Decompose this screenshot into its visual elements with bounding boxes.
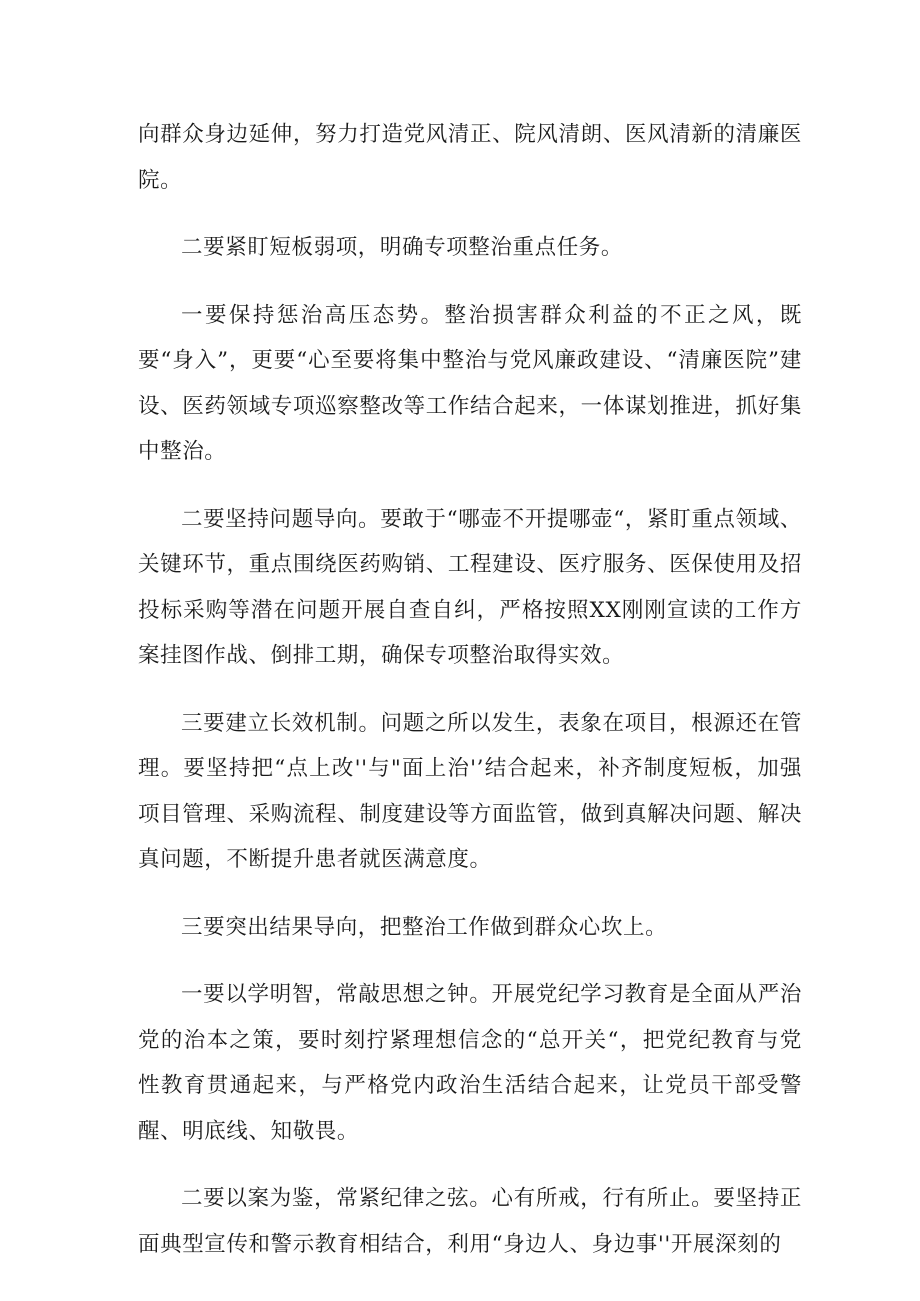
document-body — [138, 112, 802, 1289]
paragraph-continued: 向群众身边延伸，努力打造党风清正、院风清朗、医风清新的清廉医院。 — [138, 122, 802, 193]
paragraph-item-3: 三要建立长效机制。问题之所以发生，表象在项目，根源还在管理。要坚持把“点上改''与"面上治'’结合起来，补齐制度短板，加强项目管理、采购流程、制度建设等方面监管，做到真解决问题、解决真问题，不断提升患者就医满意度。 — [138, 710, 802, 872]
paragraph-item-1: 一要保持惩治高压态势。整治损害群众利益的不正之风，既要“身入”，更要“心至要将集中整治与党风廉政建设、“清廉医院”建设、医药领域专项巡察整改等工作结合起来，一体谋划推进，抓好集中整治。 — [138, 302, 802, 464]
paragraph-section-heading-3: 三要突出结果导向，把整治工作做到群众心坎上。 — [181, 914, 668, 940]
paragraph-section-heading-2: 二要紧盯短板弱项，明确专项整治重点任务。 — [181, 235, 624, 260]
paragraph-item-4: 一要以学明智，常敲思想之钟。开展党纪学习教育是全面从严治党的治本之策，要时刻拧紧理想信念的“总开关“，把党纪教育与党性教育贯通起来，与严格党内政治生活结合起来，让党员干部受警醒、明底线、知敬畏。 — [138, 982, 802, 1144]
paragraph-item-2: 二要坚持问题导向。要敢于“哪壶不开提哪壶“，紧盯重点领域、关键环节，重点围绕医药购销、工程建设、医疗服务、医保使用及招投标采购等潜在问题开展自查自纠，严格按照XX刚刚宣读的工作方案挂图作战、倒排工期，确保专项整治取得实效。 — [138, 506, 802, 668]
paragraph-item-5: 二要以案为鉴，常紧纪律之弦。心有所戒，行有所止。要坚持正面典型宣传和警示教育相结合，利用“身边人、身边事''开展深刻的 — [138, 1186, 802, 1257]
